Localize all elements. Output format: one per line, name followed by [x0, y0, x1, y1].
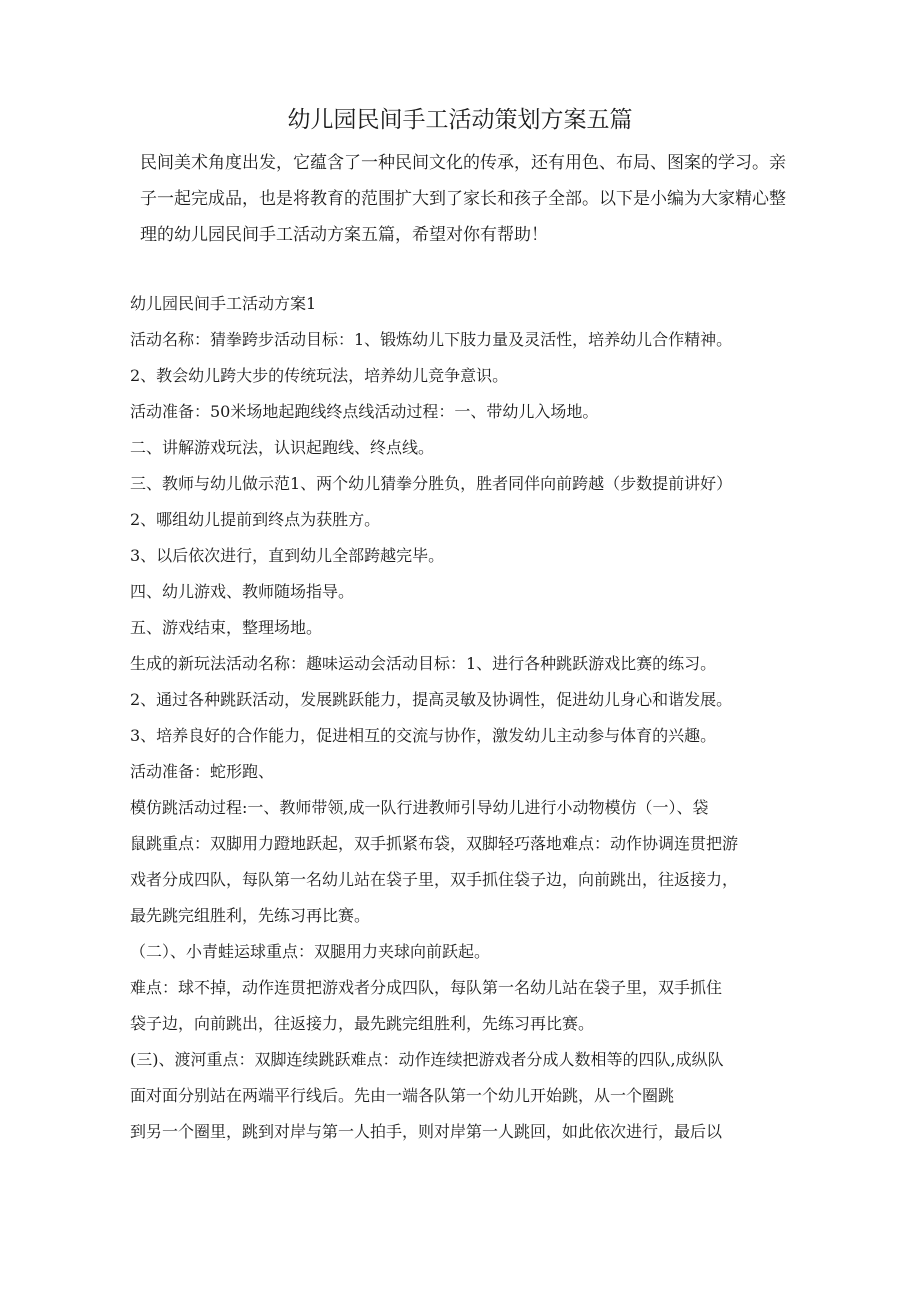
body-line: 生成的新玩法活动名称：趣味运动会活动目标：1、进行各种跳跃游戏比赛的练习。 [130, 654, 717, 673]
body-line: 最先跳完组胜利，先练习再比赛。 [130, 906, 371, 925]
intro-paragraph [140, 145, 790, 253]
body-line: 二、讲解游戏玩法，认识起跑线、终点线。 [130, 438, 435, 457]
body-line: 活动准备：蛇形跑、 [130, 762, 275, 781]
body-line: 幼儿园民间手工活动方案1 [130, 294, 317, 313]
body-line: 面对面分别站在两端平行线后。先由一端各队第一个幼儿开始跳，从一个圈跳 [130, 1086, 675, 1105]
body-line: 难点：球不掉，动作连贯把游戏者分成四队，每队第一名幼儿站在袋子里，双手抓住 [130, 978, 723, 997]
body-line: 2、教会幼儿跨大步的传统玩法，培养幼儿竞争意识。 [130, 366, 509, 385]
intro-line: 民间美术角度出发，它蕴含了一种民间文化的传承，还有用色、布局、图案的学习。亲 [140, 153, 786, 173]
body-line: 戏者分成四队，每队第一名幼儿站在袋子里，双手抓住袋子边，向前跳出，往返接力， [130, 870, 739, 889]
body-line: (三)、渡河重点：双脚连续跳跃难点：动作连续把游戏者分成人数相等的四队,成纵队 [130, 1050, 724, 1069]
body-line: 活动名称：猜拳跨步活动目标：1、锻炼幼儿下肢力量及灵活性，培养幼儿合作精神。 [130, 330, 733, 349]
document-title: 幼儿园民间手工活动策划方案五篇 [287, 107, 633, 133]
body-line: 2、通过各种跳跃活动，发展跳跃能力，提高灵敏及协调性，促进幼儿身心和谐发展。 [130, 690, 733, 709]
intro-line: 子一起完成品，也是将教育的范围扩大到了家长和孩子全部。以下是小编为大家精心整 [140, 189, 786, 209]
body-line: 模仿跳活动过程:一、教师带领,成一队行进教师引导幼儿进行小动物模仿（一）、袋 [130, 798, 709, 817]
body-line: 3、培养良好的合作能力，促进相互的交流与协作，激发幼儿主动参与体育的兴趣。 [130, 726, 717, 745]
intro-line: 理的幼儿园民间手工活动方案五篇，希望对你有帮助！ [140, 225, 548, 245]
body-line: 五、游戏结束，整理场地。 [130, 618, 323, 637]
body-line: （二）、小青蛙运球重点：双腿用力夹球向前跃起。 [130, 942, 491, 961]
body-line: 2、哪组幼儿提前到终点为获胜方。 [130, 510, 381, 529]
body-line: 四、幼儿游戏、教师随场指导。 [130, 582, 355, 601]
body-line: 鼠跳重点：双脚用力蹬地跃起，双手抓紧布袋，双脚轻巧落地难点：动作协调连贯把游 [130, 834, 739, 853]
body-line: 到另一个圈里，跳到对岸与第一人拍手，则对岸第一人跳回，如此依次进行，最后以 [130, 1122, 723, 1141]
body-line: 三、教师与幼儿做示范1、两个幼儿猜拳分胜负，胜者同伴向前跨越（步数提前讲好） [130, 474, 733, 493]
body-line: 袋子边，向前跳出，往返接力，最先跳完组胜利，先练习再比赛。 [130, 1014, 595, 1033]
body-text [130, 286, 790, 1150]
body-line: 3、以后依次进行，直到幼儿全部跨越完毕。 [130, 546, 445, 565]
body-line: 活动准备：50米场地起跑线终点线活动过程：一、带幼儿入场地。 [130, 402, 599, 421]
